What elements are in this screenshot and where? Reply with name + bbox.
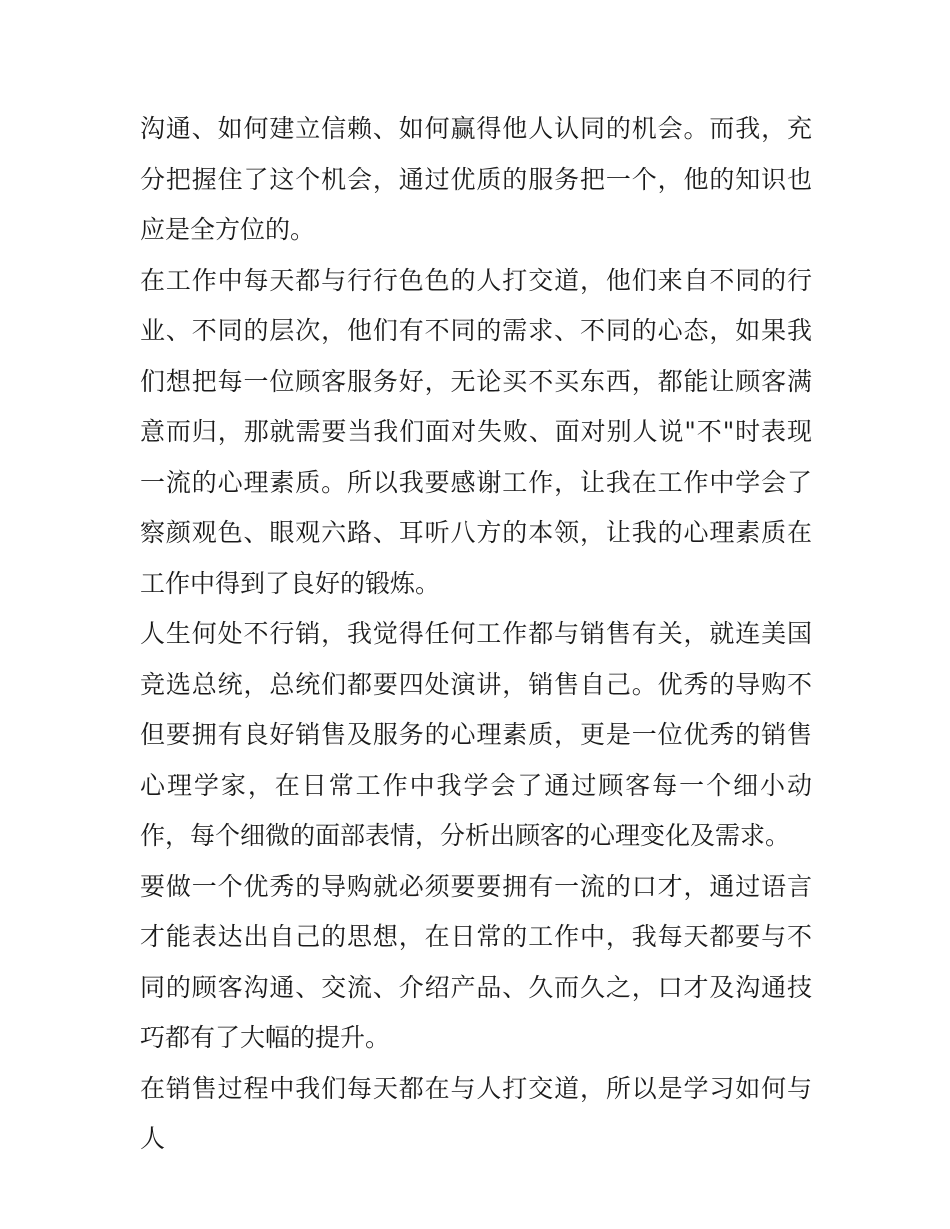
paragraph-2: 在工作中每天都与行行色色的人打交道，他们来自不同的行业、不同的层次，他们有不同的需求、不同的心态，如果我们想把每一位顾客服务好，无论买不买东西，都能让顾客满意而归，那就需要当我们面对失败、面对别人说"不"时表现一流的心理素质。所以我要感谢工作，让我在工作中学会了察颜观色、眼观六路、耳听八方的本领，让我的心理素质在工作中得到了良好的锻炼。 bbox=[140, 265, 812, 598]
paragraph-5: 在销售过程中我们每天都在与人打交道，所以是学习如何与人 bbox=[140, 1073, 812, 1153]
document-body bbox=[140, 104, 812, 1165]
paragraph-1: 沟通、如何建立信赖、如何赢得他人认同的机会。而我，充分把握住了这个机会，通过优质的服务把一个，他的知识也应是全方位的。 bbox=[140, 114, 812, 244]
paragraph-3: 人生何处不行销，我觉得任何工作都与销售有关，就连美国竞选总统，总统们都要四处演讲，销售自己。优秀的导购不但要拥有良好销售及服务的心理素质，更是一位优秀的销售心理学家，在日常工作中我学会了通过顾客每一个细小动作，每个细微的面部表情，分析出顾客的心理变化及需求。 bbox=[140, 619, 812, 850]
paragraph-4: 要做一个优秀的导购就必须要要拥有一流的口才，通过语言才能表达出自己的思想，在日常的工作中，我每天都要与不同的顾客沟通、交流、介绍产品、久而久之，口才及沟通技巧都有了大幅的提升。 bbox=[140, 871, 812, 1052]
